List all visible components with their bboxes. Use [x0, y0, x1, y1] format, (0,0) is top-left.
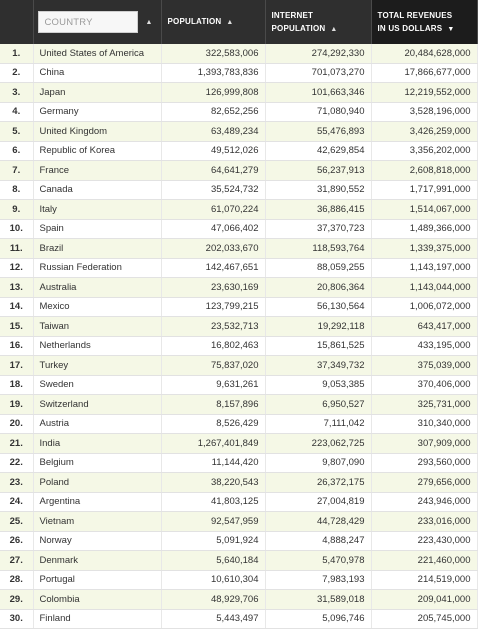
table-body — [0, 44, 477, 629]
internet-population-cell: 4,888,247 — [265, 531, 371, 551]
table-row — [0, 83, 477, 103]
country-cell: United States of America — [33, 44, 161, 63]
country-cell: Austria — [33, 414, 161, 434]
total-revenue-cell: 233,016,000 — [371, 512, 477, 532]
rank-cell: 29. — [0, 590, 33, 610]
internet-population-cell: 31,890,552 — [265, 180, 371, 200]
country-cell: Vietnam — [33, 512, 161, 532]
population-cell: 5,640,184 — [161, 551, 265, 571]
table-row — [0, 336, 477, 356]
total-revenue-cell: 2,608,818,000 — [371, 161, 477, 181]
table-row — [0, 200, 477, 220]
rank-cell: 2. — [0, 63, 33, 83]
table-row — [0, 258, 477, 278]
population-cell: 49,512,026 — [161, 141, 265, 161]
population-cell: 11,144,420 — [161, 453, 265, 473]
country-cell: United Kingdom — [33, 122, 161, 142]
revenue-sort-triangle-down-icon[interactable]: ▼ — [447, 25, 455, 33]
total-revenue-cell: 370,406,000 — [371, 375, 477, 395]
population-cell: 1,267,401,849 — [161, 434, 265, 454]
internet-population-cell: 9,807,090 — [265, 453, 371, 473]
population-cell: 202,033,670 — [161, 239, 265, 259]
total-revenue-cell: 325,731,000 — [371, 395, 477, 415]
population-cell: 1,393,783,836 — [161, 63, 265, 83]
rank-cell: 9. — [0, 200, 33, 220]
internet-population-cell: 118,593,764 — [265, 239, 371, 259]
internet-population-cell: 5,470,978 — [265, 551, 371, 571]
rank-cell: 12. — [0, 258, 33, 278]
rank-cell: 25. — [0, 512, 33, 532]
table-row — [0, 141, 477, 161]
country-cell: Germany — [33, 102, 161, 122]
internet-population-cell: 15,861,525 — [265, 336, 371, 356]
population-cell: 92,547,959 — [161, 512, 265, 532]
table-row — [0, 570, 477, 590]
country-cell: Australia — [33, 278, 161, 298]
table-row — [0, 414, 477, 434]
internet-population-cell: 37,349,732 — [265, 356, 371, 376]
population-cell: 41,803,125 — [161, 492, 265, 512]
population-cell: 123,799,215 — [161, 297, 265, 317]
population-cell: 8,526,429 — [161, 414, 265, 434]
internet-population-cell: 701,073,270 — [265, 63, 371, 83]
population-header-label: POPULATION — [167, 17, 222, 26]
population-column-header[interactable] — [161, 0, 265, 44]
rank-cell: 10. — [0, 219, 33, 239]
total-revenue-cell: 223,430,000 — [371, 531, 477, 551]
total-revenue-cell: 3,528,196,000 — [371, 102, 477, 122]
total-revenue-cell: 1,143,197,000 — [371, 258, 477, 278]
internet-population-cell: 6,950,527 — [265, 395, 371, 415]
rank-cell: 5. — [0, 122, 33, 142]
rank-cell: 8. — [0, 180, 33, 200]
table-row — [0, 122, 477, 142]
internet-population-cell: 56,130,564 — [265, 297, 371, 317]
total-revenue-cell: 1,339,375,000 — [371, 239, 477, 259]
rank-cell: 13. — [0, 278, 33, 298]
country-cell: Denmark — [33, 551, 161, 571]
total-revenue-cell: 243,946,000 — [371, 492, 477, 512]
table-row — [0, 531, 477, 551]
internet-population-cell: 7,983,193 — [265, 570, 371, 590]
country-cell: Portugal — [33, 570, 161, 590]
country-cell: Japan — [33, 83, 161, 103]
rank-cell: 18. — [0, 375, 33, 395]
internet-population-cell: 274,292,330 — [265, 44, 371, 63]
population-cell: 63,489,234 — [161, 122, 265, 142]
total-revenue-cell: 1,514,067,000 — [371, 200, 477, 220]
total-revenue-cell: 279,656,000 — [371, 473, 477, 493]
rank-cell: 7. — [0, 161, 33, 181]
rank-cell: 22. — [0, 453, 33, 473]
revenue-header-label-line1: TOTAL REVENUES — [377, 10, 453, 20]
revenue-header-label-line2: IN US DOLLARS — [377, 23, 443, 33]
rank-cell: 16. — [0, 336, 33, 356]
internet-population-cell: 44,728,429 — [265, 512, 371, 532]
internet-population-column-header[interactable] — [265, 0, 371, 44]
population-cell: 75,837,020 — [161, 356, 265, 376]
table-row — [0, 395, 477, 415]
total-revenue-cell: 20,484,628,000 — [371, 44, 477, 63]
rank-cell: 14. — [0, 297, 33, 317]
country-cell: Spain — [33, 219, 161, 239]
country-cell: Colombia — [33, 590, 161, 610]
table-row — [0, 590, 477, 610]
population-cell: 322,583,006 — [161, 44, 265, 63]
population-cell: 23,630,169 — [161, 278, 265, 298]
internet-population-cell: 42,629,854 — [265, 141, 371, 161]
country-cell: Brazil — [33, 239, 161, 259]
rank-cell: 19. — [0, 395, 33, 415]
total-revenue-cell: 3,356,202,000 — [371, 141, 477, 161]
table-row — [0, 278, 477, 298]
rank-cell: 1. — [0, 44, 33, 63]
total-revenue-cell: 433,195,000 — [371, 336, 477, 356]
internet-population-cell: 5,096,746 — [265, 609, 371, 629]
internet-header-label-line2: POPULATION — [271, 23, 326, 33]
internet-population-cell: 19,292,118 — [265, 317, 371, 337]
rank-cell: 17. — [0, 356, 33, 376]
population-cell: 64,641,279 — [161, 161, 265, 181]
population-cell: 10,610,304 — [161, 570, 265, 590]
table-row — [0, 473, 477, 493]
country-cell: Sweden — [33, 375, 161, 395]
country-filter-header — [33, 0, 161, 44]
population-cell: 126,999,808 — [161, 83, 265, 103]
rank-cell: 26. — [0, 531, 33, 551]
total-revenue-cell: 17,866,677,000 — [371, 63, 477, 83]
population-sort-triangle-up-icon[interactable]: ▲ — [226, 19, 234, 26]
country-cell: Norway — [33, 531, 161, 551]
total-revenues-column-header[interactable] — [371, 0, 477, 44]
internet-header-label-line1: INTERNET — [271, 10, 314, 20]
total-revenue-cell: 1,717,991,000 — [371, 180, 477, 200]
total-revenue-cell: 307,909,000 — [371, 434, 477, 454]
country-cell: Argentina — [33, 492, 161, 512]
population-cell: 82,652,256 — [161, 102, 265, 122]
internet-population-cell: 26,372,175 — [265, 473, 371, 493]
country-cell: Mexico — [33, 297, 161, 317]
table-row — [0, 609, 477, 629]
internet-population-cell: 71,080,940 — [265, 102, 371, 122]
country-cell: Switzerland — [33, 395, 161, 415]
country-cell: Turkey — [33, 356, 161, 376]
country-sort-triangle-up-icon[interactable]: ▲ — [145, 18, 153, 26]
rank-cell: 6. — [0, 141, 33, 161]
table-row — [0, 317, 477, 337]
table-row — [0, 63, 477, 83]
population-cell: 35,524,732 — [161, 180, 265, 200]
rank-cell: 30. — [0, 609, 33, 629]
total-revenue-cell: 12,219,552,000 — [371, 83, 477, 103]
table-row — [0, 512, 477, 532]
total-revenue-cell: 375,039,000 — [371, 356, 477, 376]
internet-population-cell: 55,476,893 — [265, 122, 371, 142]
internet-population-cell: 9,053,385 — [265, 375, 371, 395]
population-cell: 47,066,402 — [161, 219, 265, 239]
rank-cell: 15. — [0, 317, 33, 337]
total-revenue-cell: 1,006,072,000 — [371, 297, 477, 317]
population-cell: 38,220,543 — [161, 473, 265, 493]
table-row — [0, 356, 477, 376]
population-cell: 23,532,713 — [161, 317, 265, 337]
rank-cell: 23. — [0, 473, 33, 493]
country-cell: Finland — [33, 609, 161, 629]
rank-cell: 27. — [0, 551, 33, 571]
internet-population-cell: 27,004,819 — [265, 492, 371, 512]
internet-population-cell: 31,589,018 — [265, 590, 371, 610]
table-header-row — [0, 0, 477, 44]
country-filter-input[interactable]: COUNTRY — [38, 11, 138, 33]
internet-sort-triangle-up-icon[interactable]: ▲ — [330, 25, 338, 33]
table-row — [0, 551, 477, 571]
total-revenue-cell: 205,745,000 — [371, 609, 477, 629]
population-cell: 142,467,651 — [161, 258, 265, 278]
rank-cell: 28. — [0, 570, 33, 590]
rank-cell: 4. — [0, 102, 33, 122]
total-revenue-cell: 1,143,044,000 — [371, 278, 477, 298]
internet-population-cell: 88,059,255 — [265, 258, 371, 278]
table-row — [0, 434, 477, 454]
internet-population-cell: 101,663,346 — [265, 83, 371, 103]
rank-cell: 11. — [0, 239, 33, 259]
table-row — [0, 375, 477, 395]
rank-cell: 21. — [0, 434, 33, 454]
population-cell: 61,070,224 — [161, 200, 265, 220]
total-revenue-cell: 293,560,000 — [371, 453, 477, 473]
country-cell: Belgium — [33, 453, 161, 473]
table-row — [0, 492, 477, 512]
table-row — [0, 102, 477, 122]
country-cell: India — [33, 434, 161, 454]
rank-header — [0, 0, 33, 44]
table-row — [0, 44, 477, 63]
internet-population-cell: 56,237,913 — [265, 161, 371, 181]
table-row — [0, 297, 477, 317]
country-cell: Canada — [33, 180, 161, 200]
internet-population-cell: 36,886,415 — [265, 200, 371, 220]
total-revenue-cell: 221,460,000 — [371, 551, 477, 571]
internet-population-cell: 223,062,725 — [265, 434, 371, 454]
country-cell: China — [33, 63, 161, 83]
total-revenue-cell: 209,041,000 — [371, 590, 477, 610]
total-revenue-cell: 1,489,366,000 — [371, 219, 477, 239]
total-revenue-cell: 310,340,000 — [371, 414, 477, 434]
internet-population-cell: 37,370,723 — [265, 219, 371, 239]
table-row — [0, 239, 477, 259]
rank-cell: 3. — [0, 83, 33, 103]
country-cell: Poland — [33, 473, 161, 493]
table-row — [0, 180, 477, 200]
country-cell: Italy — [33, 200, 161, 220]
country-cell: France — [33, 161, 161, 181]
total-revenue-cell: 3,426,259,000 — [371, 122, 477, 142]
population-cell: 8,157,896 — [161, 395, 265, 415]
total-revenue-cell: 643,417,000 — [371, 317, 477, 337]
population-cell: 5,443,497 — [161, 609, 265, 629]
table-row — [0, 453, 477, 473]
internet-population-cell: 7,111,042 — [265, 414, 371, 434]
population-cell: 48,929,706 — [161, 590, 265, 610]
country-cell: Taiwan — [33, 317, 161, 337]
country-cell: Republic of Korea — [33, 141, 161, 161]
table-row — [0, 161, 477, 181]
total-revenue-cell: 214,519,000 — [371, 570, 477, 590]
population-cell: 9,631,261 — [161, 375, 265, 395]
country-cell: Russian Federation — [33, 258, 161, 278]
rank-cell: 20. — [0, 414, 33, 434]
population-cell: 5,091,924 — [161, 531, 265, 551]
country-cell: Netherlands — [33, 336, 161, 356]
table-row — [0, 219, 477, 239]
internet-population-cell: 20,806,364 — [265, 278, 371, 298]
population-cell: 16,802,463 — [161, 336, 265, 356]
rank-cell: 24. — [0, 492, 33, 512]
